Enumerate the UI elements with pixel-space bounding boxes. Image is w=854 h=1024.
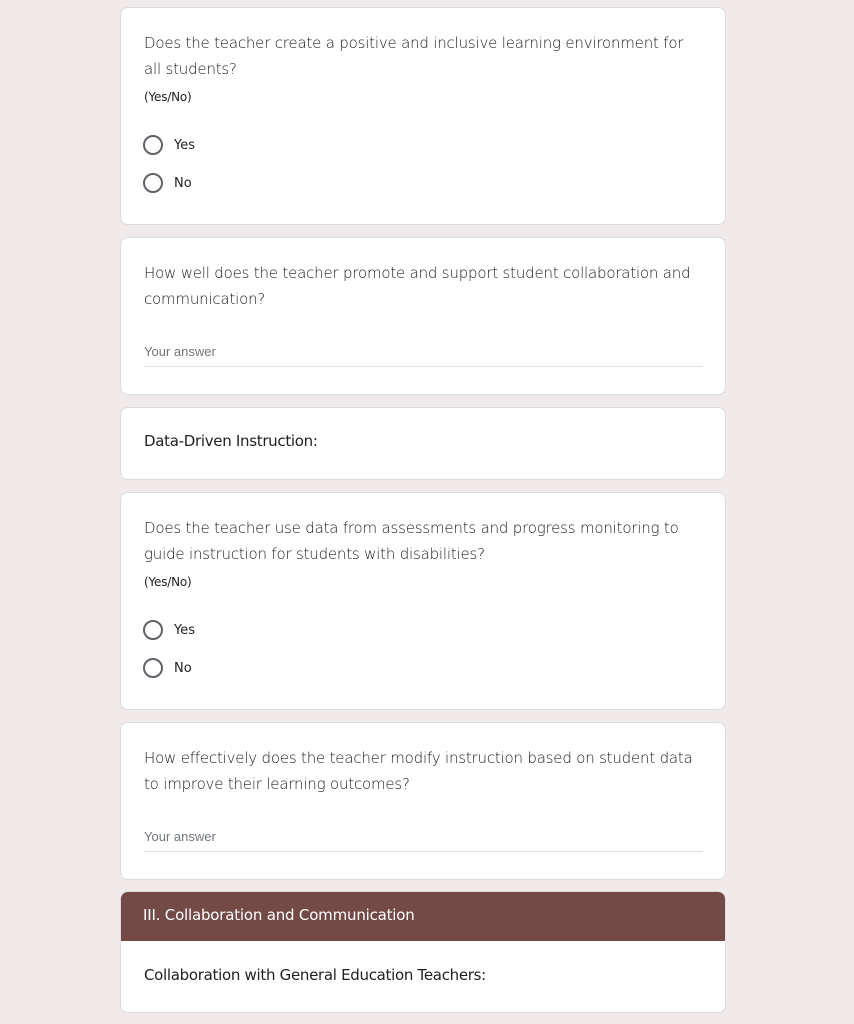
description-title: Data-Driven Instruction:	[144, 432, 318, 450]
section-title: III. Collaboration and Communication	[143, 906, 415, 924]
section-card-collaboration-communication	[120, 891, 726, 1013]
radio-circle-icon[interactable]	[143, 658, 163, 678]
answer-input[interactable]	[144, 825, 703, 852]
question-card-data-assessments	[120, 492, 726, 710]
radio-option-no[interactable]	[143, 172, 192, 194]
radio-label: No	[174, 660, 192, 676]
question-title: How well does the teacher promote and support student collaboration and communication?	[144, 264, 691, 308]
question-card-positive-environment	[120, 7, 726, 225]
question-title: Does the teacher use data from assessments and progress monitoring to guide instruction for students with disabilities?	[144, 519, 679, 563]
question-title: Does the teacher create a positive and inclusive learning environment for all students?	[144, 34, 684, 78]
question-subtitle: (Yes/No)	[144, 90, 192, 104]
radio-label: No	[174, 175, 192, 191]
radio-option-no[interactable]	[143, 657, 192, 679]
question-subtitle: (Yes/No)	[144, 575, 192, 589]
radio-label: Yes	[174, 137, 195, 153]
question-title: How effectively does the teacher modify instruction based on student data to improve their learning outcomes?	[144, 749, 693, 793]
radio-circle-icon[interactable]	[143, 620, 163, 640]
radio-label: Yes	[174, 622, 195, 638]
description-card-data-driven	[120, 407, 726, 480]
radio-option-yes[interactable]	[143, 134, 195, 156]
answer-input[interactable]	[144, 340, 703, 367]
radio-circle-icon[interactable]	[143, 173, 163, 193]
question-card-collaboration	[120, 237, 726, 395]
section-description: Collaboration with General Education Teachers:	[144, 966, 486, 984]
radio-option-yes[interactable]	[143, 619, 195, 641]
radio-circle-icon[interactable]	[143, 135, 163, 155]
question-card-modify-instruction	[120, 722, 726, 880]
section-header	[121, 892, 725, 941]
